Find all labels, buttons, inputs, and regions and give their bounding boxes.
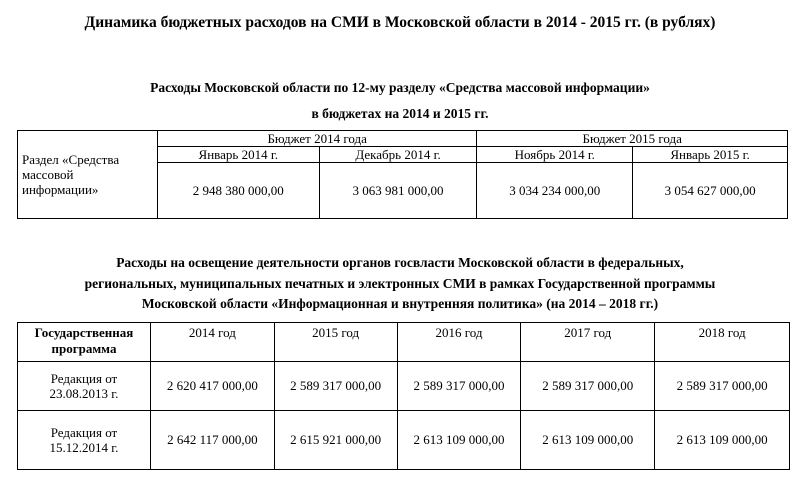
value-cell: 2 642 117 000,00 [150, 411, 274, 470]
section2-heading-line3: Московской области «Информационная и внутренняя политика» (на 2014 – 2018 гг.) [141, 296, 659, 311]
value-cell: 2 589 317 000,00 [274, 362, 397, 411]
section2-heading-line1: Расходы на освещение деятельности органов госвласти Московской области в федеральных, [116, 255, 684, 270]
column-header-jan-2014: Январь 2014 г. [157, 147, 319, 163]
header-year: 2014 год [150, 323, 274, 362]
row-label-smi-section: Раздел «Средства массовой информации» [18, 131, 158, 219]
group-header-2014: Бюджет 2014 года [157, 131, 477, 147]
value-cell: 2 589 317 000,00 [521, 362, 655, 411]
value-cell: 2 948 380 000,00 [157, 163, 319, 219]
table-header-row [18, 323, 790, 362]
section2-heading-line2: региональных, муниципальных печатных и электронных СМИ в рамках Государственной программы [84, 276, 716, 291]
section1-heading-line2: в бюджетах на 2014 и 2015 гг. [311, 106, 489, 121]
value-cell: 2 613 109 000,00 [397, 411, 521, 470]
value-cell: 3 054 627 000,00 [633, 163, 788, 219]
header-state-program: Государственная программа [18, 323, 151, 362]
value-cell: 2 615 921 000,00 [274, 411, 397, 470]
header-year: 2015 год [274, 323, 397, 362]
column-header-dec-2014: Декабрь 2014 г. [319, 147, 477, 163]
table-row [18, 131, 788, 147]
row-label-edition: Редакция от 23.08.2013 г. [18, 362, 151, 411]
row-label-edition: Редакция от 15.12.2014 г. [18, 411, 151, 470]
value-cell: 2 613 109 000,00 [655, 411, 790, 470]
group-header-2015: Бюджет 2015 года [477, 131, 788, 147]
budget-table-2014-2015 [17, 130, 788, 219]
value-cell: 2 589 317 000,00 [397, 362, 521, 411]
value-cell: 2 589 317 000,00 [655, 362, 790, 411]
section1-heading-line1: Расходы Московской области по 12-му разделу «Средства массовой информации» [150, 80, 650, 95]
header-year: 2017 год [521, 323, 655, 362]
value-cell: 3 063 981 000,00 [319, 163, 477, 219]
program-expenses-table [17, 322, 790, 470]
document-title: Динамика бюджетных расходов на СМИ в Московской области в 2014 - 2015 гг. (в рублях) [84, 14, 716, 31]
table-row [18, 411, 790, 470]
column-header-jan-2015: Январь 2015 г. [633, 147, 788, 163]
header-year: 2018 год [655, 323, 790, 362]
header-year: 2016 год [397, 323, 521, 362]
table-row [18, 362, 790, 411]
value-cell: 3 034 234 000,00 [477, 163, 633, 219]
value-cell: 2 613 109 000,00 [521, 411, 655, 470]
value-cell: 2 620 417 000,00 [150, 362, 274, 411]
column-header-nov-2014: Ноябрь 2014 г. [477, 147, 633, 163]
